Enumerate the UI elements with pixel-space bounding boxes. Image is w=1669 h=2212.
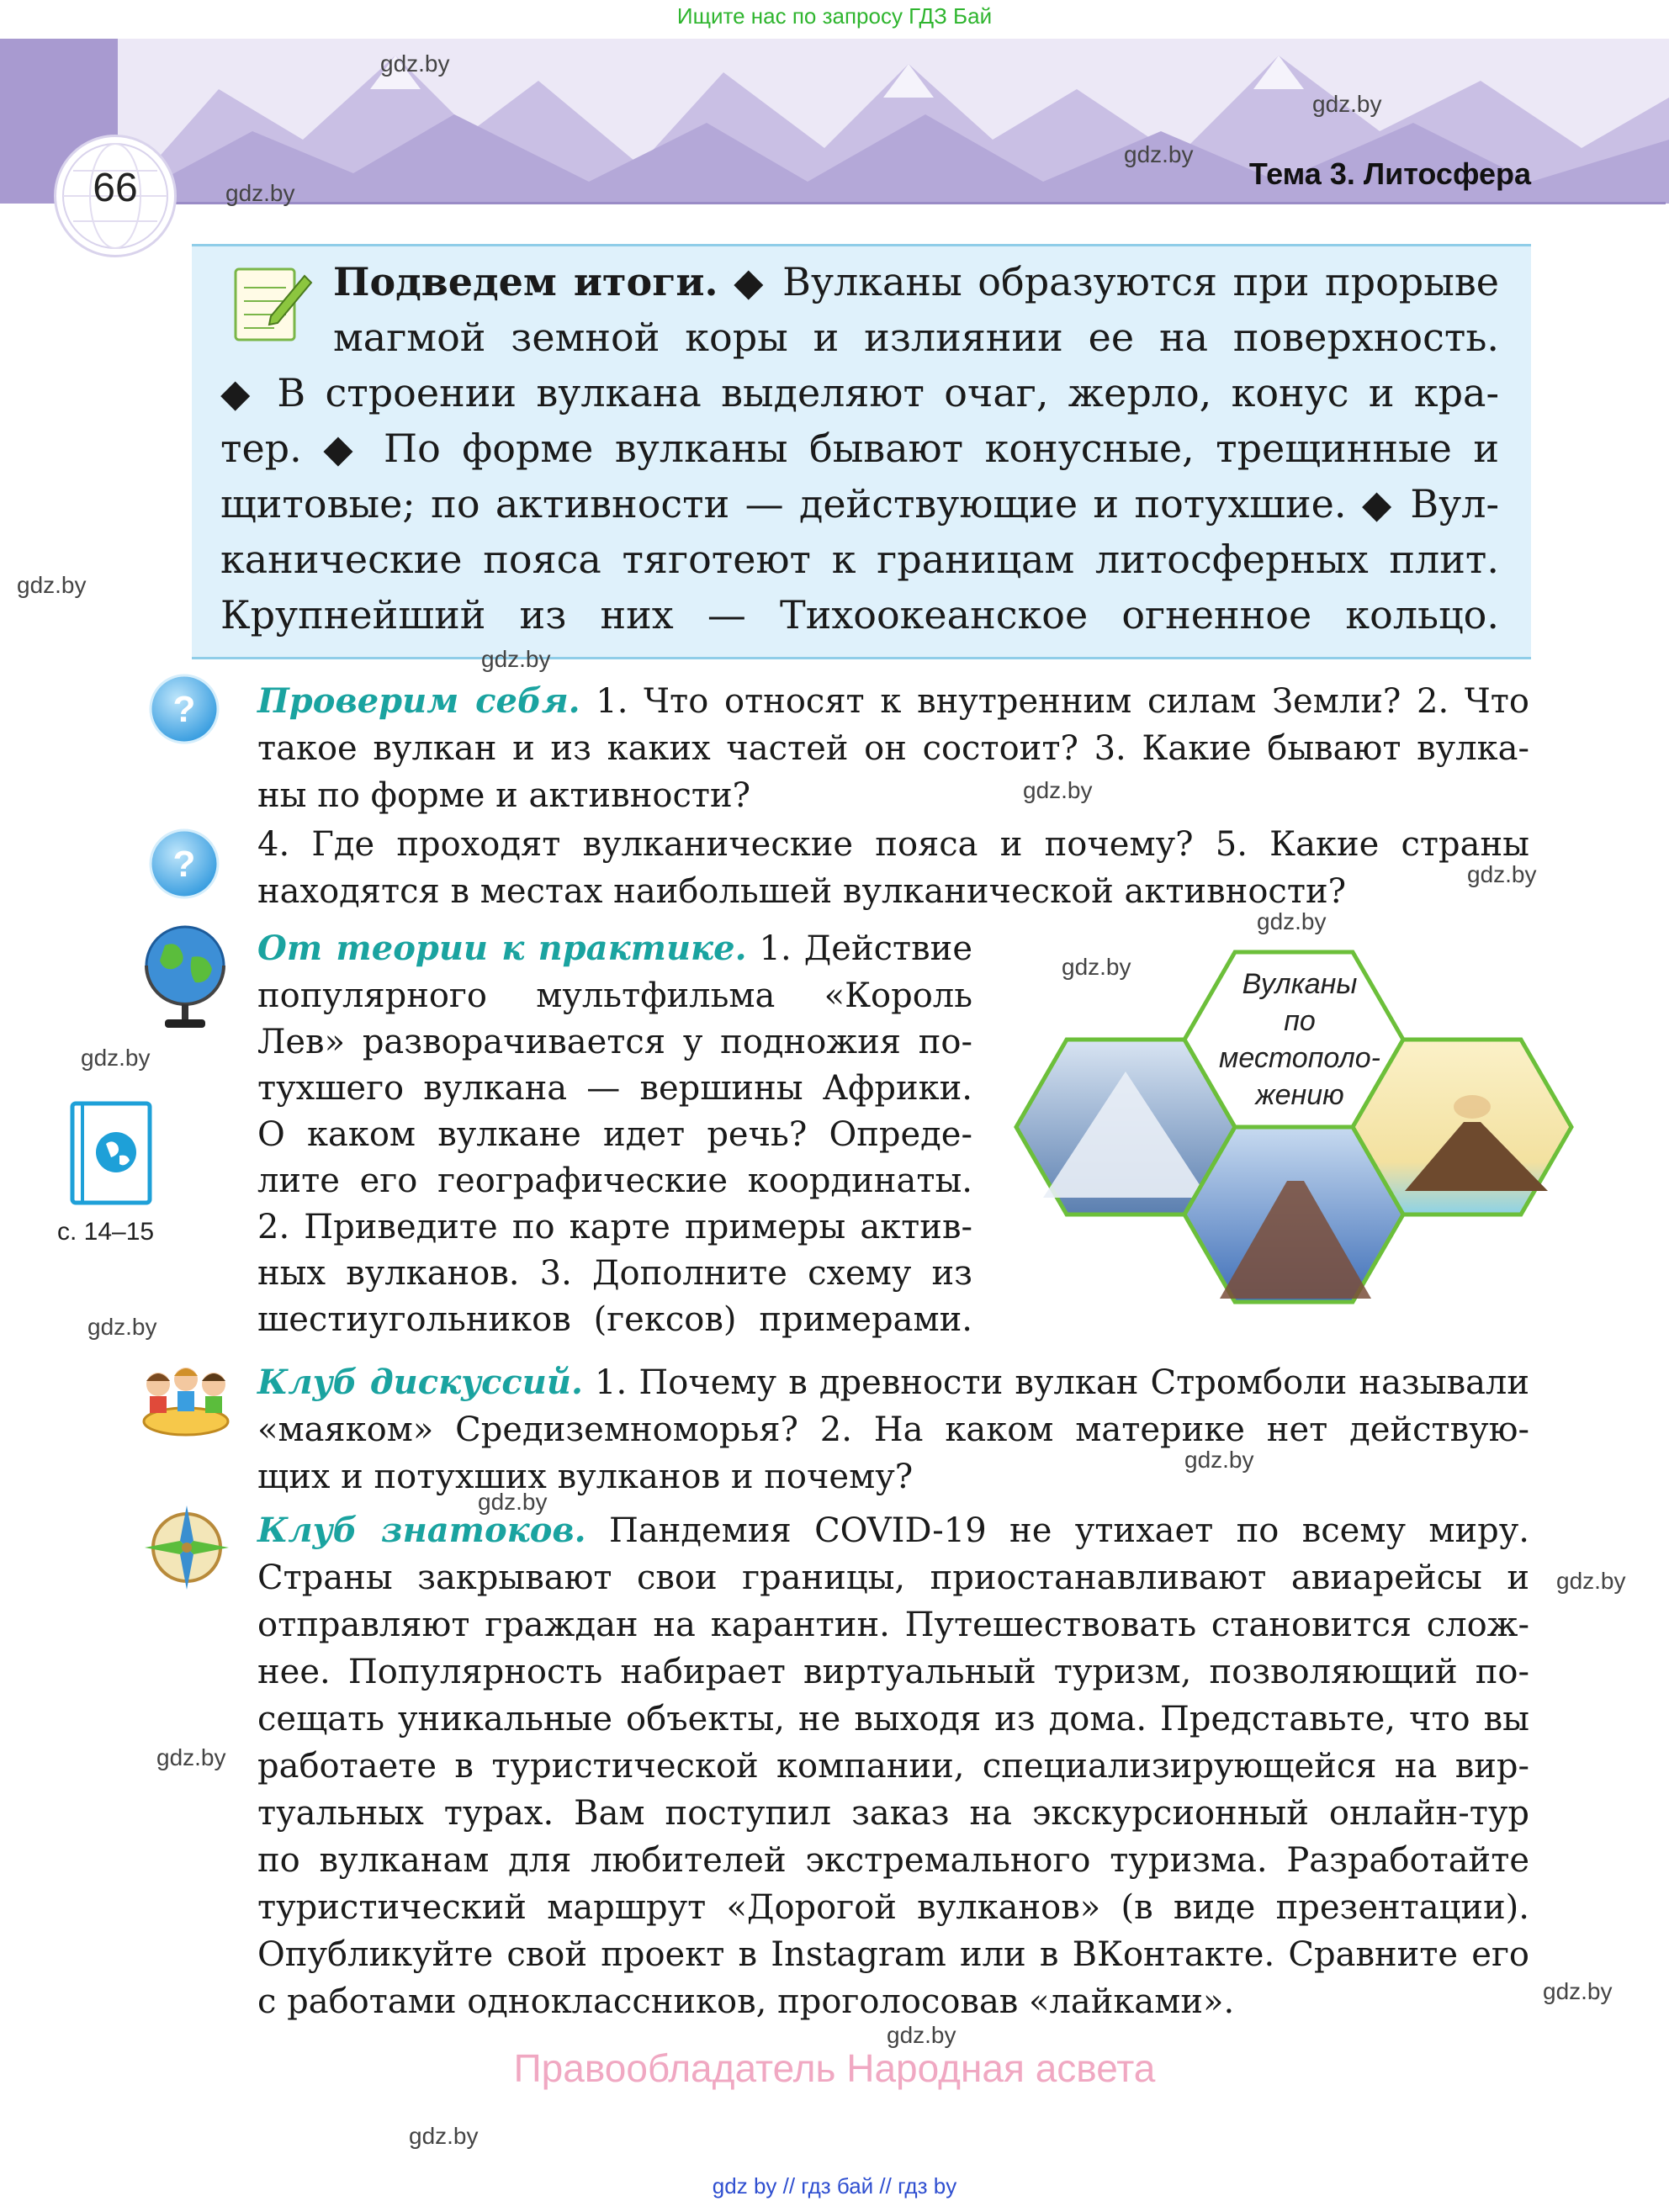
copyright-notice: Правообладатель Народная асвета xyxy=(513,2046,1156,2090)
practice-line-5: О каком вулкане идет речь? Опреде- xyxy=(257,1115,972,1154)
experts-line-1-rest: Пандемия COVID-19 не утихает по всему миру. xyxy=(585,1511,1529,1550)
watermark: gdz.by xyxy=(225,180,295,206)
check-line-1 xyxy=(257,678,1529,725)
watermark: gdz.by xyxy=(1124,141,1194,167)
summary-line-1 xyxy=(333,254,1499,310)
svg-text:?: ? xyxy=(172,844,196,885)
summary-line-1-rest: ◆ Вулканы образуются при прорыве xyxy=(718,259,1499,304)
watermark: gdz.by xyxy=(87,1314,157,1340)
header-rule xyxy=(118,202,1666,204)
question-icon xyxy=(148,828,220,903)
practice-line-9: шестиугольников (гексов) примерами. xyxy=(257,1300,972,1339)
discussion-line-3: щих и потухших вулканов и почему? xyxy=(257,1458,914,1496)
watermark: gdz.by xyxy=(478,1489,548,1515)
summary-line-3: ◆ В строении вулкана выделяют очаг, жерло, конус и кра- xyxy=(220,370,1499,415)
watermark: gdz.by xyxy=(481,646,551,672)
summary-heading: Подведем итоги. xyxy=(333,259,718,304)
check-line-4: 4. Где проходят вулканические пояса и почему? 5. Какие страны xyxy=(257,825,1529,864)
footer-links[interactable]: gdz by // гдз бай // гдз by xyxy=(712,2173,957,2199)
experts-line-1 xyxy=(257,1507,1529,1554)
watermark: gdz.by xyxy=(1312,91,1382,117)
practice-line-4: тухшего вулкана — вершины Африки. xyxy=(257,1069,972,1108)
practice-line-1-rest: 1. Действие xyxy=(746,929,972,968)
check-title: Проверим себя. xyxy=(257,681,580,721)
check-line-2: такое вулкан и из каких частей он состоит? 3. Какие бывают вулка- xyxy=(257,729,1529,768)
theme-title: Тема 3. Литосфера xyxy=(1248,156,1531,191)
watermark: gdz.by xyxy=(1257,908,1327,934)
page-number: 66 xyxy=(93,166,138,210)
experts-line-6: работаете в туристической компании, специализирующейся на вир- xyxy=(257,1747,1529,1786)
practice-title: От теории к практике. xyxy=(257,929,747,968)
watermark: gdz.by xyxy=(380,50,450,77)
experts-line-10: Опубликуйте свой проект в Instagram или в ВКонтакте. Сравните его xyxy=(257,1935,1529,1974)
experts-line-4: нее. Популярность набирает виртуальный туризм, позволяющий по- xyxy=(257,1653,1529,1691)
discussion-line-1-rest: 1. Почему в древности вулкан Стромболи называли xyxy=(582,1363,1530,1402)
experts-line-11: с работами одноклассников, проголосовав «лайками». xyxy=(257,1982,1235,2021)
hex-label-line-2: по xyxy=(1284,1005,1316,1037)
experts-line-5: сещать уникальные объекты, не выходя из дома. Представьте, что вы xyxy=(257,1700,1529,1738)
practice-line-3: Лев» разворачивается у подножия по- xyxy=(257,1023,972,1061)
atlas-page-ref: с. 14–15 xyxy=(57,1218,155,1246)
experts-line-8: по вулканам для любителей экстремального туризма. Разработайте xyxy=(257,1841,1529,1880)
watermark: gdz.by xyxy=(1556,1568,1626,1594)
summary-line-7: Крупнейший из них — Тихоокеанское огненное кольцо. xyxy=(220,592,1499,638)
practice-line-2: популярного мультфильма «Король xyxy=(257,976,972,1015)
watermark: gdz.by xyxy=(1062,954,1131,980)
watermark: gdz.by xyxy=(1023,777,1093,803)
watermark: gdz.by xyxy=(409,2123,479,2149)
practice-line-7: 2. Приведите по карте примеры актив- xyxy=(257,1208,972,1246)
discussion-line-2: «маяком» Средиземноморья? 2. На каком материке нет действую- xyxy=(257,1410,1529,1449)
check-line-1-rest: 1. Что относят к внутренним силам Земли? 2. Что xyxy=(580,682,1529,721)
hex-label-line-3: местополо- xyxy=(1219,1042,1380,1074)
summary-line-6: канические пояса тяготеют к границам литосферных плит. xyxy=(220,537,1499,582)
summary-line-4: тер. ◆ По форме вулканы бывают конусные, трещинные и xyxy=(220,426,1499,471)
top-search-banner: Ищите нас по запросу ГДЗ Бай xyxy=(676,3,993,29)
watermark: gdz.by xyxy=(1543,1978,1613,2004)
discussion-line-1 xyxy=(257,1359,1529,1406)
question-icon xyxy=(148,673,220,749)
check-line-5: находятся в местах наибольшей вулканической активности? xyxy=(257,872,1347,911)
experts-line-9: туристический маршрут «Дорогой вулканов» (в виде презентации). xyxy=(257,1888,1529,1927)
hex-label-line-4: жению xyxy=(1255,1079,1344,1111)
kids-discussion-icon xyxy=(140,1359,232,1443)
watermark: gdz.by xyxy=(17,572,87,598)
watermark: gdz.by xyxy=(1184,1447,1254,1473)
watermark: gdz.by xyxy=(156,1744,226,1770)
svg-text:?: ? xyxy=(172,689,196,730)
experts-line-3: отправляют граждан на карантин. Путешествовать становится слож- xyxy=(257,1606,1529,1644)
discussion-title: Клуб дискуссий. xyxy=(257,1363,583,1402)
atlas-book-icon xyxy=(69,1100,153,1209)
hex-label-line-1: Вулканы xyxy=(1242,968,1358,1000)
check-line-3: ны по форме и активности? xyxy=(257,776,751,815)
experts-title: Клуб знатоков. xyxy=(257,1511,586,1550)
practice-line-6: лите его географические координаты. xyxy=(257,1162,972,1200)
experts-line-2: Страны закрывают свои границы, приостанавливают авиарейсы и xyxy=(257,1558,1529,1597)
notepad-pencil-icon xyxy=(224,257,318,355)
watermark: gdz.by xyxy=(81,1045,151,1071)
summary-line-5: щитовые; по активности — действующие и потухшие. ◆ Вул- xyxy=(220,481,1499,527)
hex-label-text xyxy=(1186,966,1413,1114)
watermark: gdz.by xyxy=(1467,861,1537,887)
practice-line-8: ных вулканов. 3. Дополните схему из xyxy=(257,1254,972,1293)
globe-icon xyxy=(140,920,230,1036)
watermark: gdz.by xyxy=(887,2022,956,2048)
compass-rose-icon xyxy=(141,1502,232,1596)
practice-line-1 xyxy=(257,925,972,972)
experts-line-7: туальных турах. Вам поступил заказ на экскурсионный онлайн-тур xyxy=(257,1794,1529,1833)
summary-line-2: магмой земной коры и излиянии ее на поверхность. xyxy=(333,315,1499,360)
